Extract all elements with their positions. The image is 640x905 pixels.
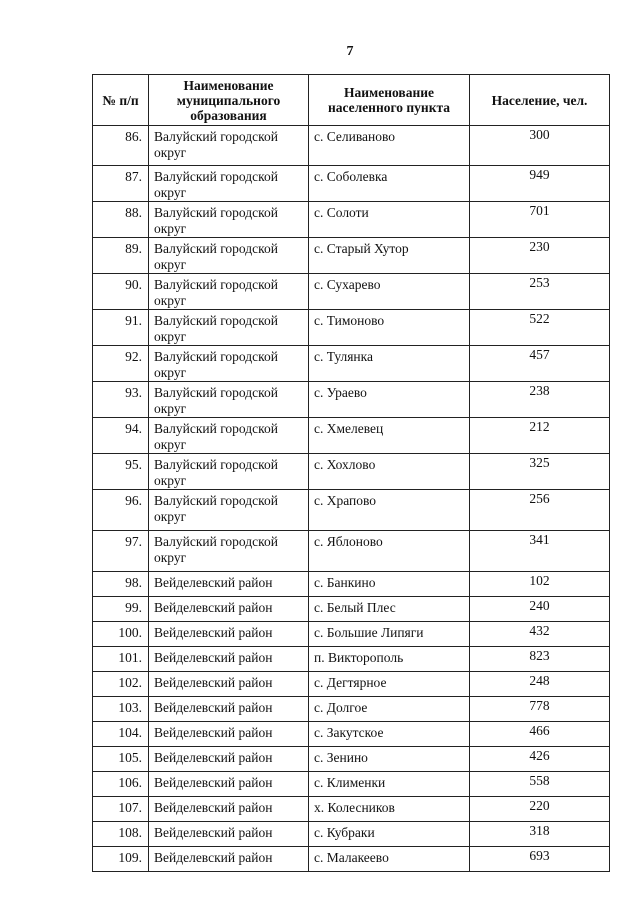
population-cell: 693 <box>470 847 610 872</box>
municipality-cell: Вейделевский район <box>149 672 309 697</box>
row-number-cell: 87. <box>93 166 149 202</box>
table-row <box>93 274 610 310</box>
municipality-cell: Валуйский городской округ <box>149 166 309 202</box>
population-cell: 426 <box>470 747 610 772</box>
header-municipality: Наименование муниципального образования <box>149 75 309 126</box>
municipality-cell: Валуйский городской округ <box>149 346 309 382</box>
row-number-cell: 109. <box>93 847 149 872</box>
municipality-cell: Вейделевский район <box>149 847 309 872</box>
locality-cell: с. Малакеево <box>309 847 470 872</box>
page-number: 7 <box>346 44 354 59</box>
population-cell: 240 <box>470 597 610 622</box>
table-row <box>93 202 610 238</box>
table-header-row <box>93 75 610 126</box>
row-number-cell: 89. <box>93 238 149 274</box>
locality-cell: с. Дегтярное <box>309 672 470 697</box>
municipality-cell: Вейделевский район <box>149 747 309 772</box>
municipality-cell: Вейделевский район <box>149 697 309 722</box>
locality-cell: с. Ураево <box>309 382 470 418</box>
locality-cell: с. Старый Хутор <box>309 238 470 274</box>
municipality-cell: Вейделевский район <box>149 622 309 647</box>
locality-cell: п. Викторополь <box>309 647 470 672</box>
locality-cell: с. Банкино <box>309 572 470 597</box>
locality-cell: с. Хмелевец <box>309 418 470 454</box>
population-cell: 522 <box>470 310 610 346</box>
row-number-cell: 93. <box>93 382 149 418</box>
population-cell: 220 <box>470 797 610 822</box>
settlements-table <box>92 74 610 872</box>
row-number-cell: 98. <box>93 572 149 597</box>
row-number-cell: 94. <box>93 418 149 454</box>
locality-cell: с. Тулянка <box>309 346 470 382</box>
header-number: № п/п <box>93 75 149 126</box>
row-number-cell: 96. <box>93 490 149 531</box>
locality-cell: с. Храпово <box>309 490 470 531</box>
table-row <box>93 166 610 202</box>
table-row <box>93 346 610 382</box>
row-number-cell: 91. <box>93 310 149 346</box>
locality-cell: с. Белый Плес <box>309 597 470 622</box>
population-cell: 701 <box>470 202 610 238</box>
locality-cell: с. Закутское <box>309 722 470 747</box>
population-cell: 230 <box>470 238 610 274</box>
municipality-cell: Вейделевский район <box>149 797 309 822</box>
locality-cell: с. Хохлово <box>309 454 470 490</box>
table-row <box>93 847 610 872</box>
table-row <box>93 697 610 722</box>
population-cell: 432 <box>470 622 610 647</box>
row-number-cell: 95. <box>93 454 149 490</box>
municipality-cell: Валуйский городской округ <box>149 238 309 274</box>
population-cell: 325 <box>470 454 610 490</box>
locality-cell: с. Яблоново <box>309 531 470 572</box>
table-row <box>93 622 610 647</box>
table-row <box>93 454 610 490</box>
row-number-cell: 102. <box>93 672 149 697</box>
population-cell: 341 <box>470 531 610 572</box>
table-row <box>93 382 610 418</box>
header-locality: Наименование населенного пункта <box>309 75 470 126</box>
locality-cell: с. Соболевка <box>309 166 470 202</box>
locality-cell: с. Солоти <box>309 202 470 238</box>
table-row <box>93 572 610 597</box>
row-number-cell: 108. <box>93 822 149 847</box>
row-number-cell: 97. <box>93 531 149 572</box>
municipality-cell: Вейделевский район <box>149 772 309 797</box>
municipality-cell: Валуйский городской округ <box>149 454 309 490</box>
locality-cell: с. Зенино <box>309 747 470 772</box>
row-number-cell: 99. <box>93 597 149 622</box>
table-row <box>93 747 610 772</box>
population-cell: 949 <box>470 166 610 202</box>
municipality-cell: Валуйский городской округ <box>149 310 309 346</box>
row-number-cell: 107. <box>93 797 149 822</box>
locality-cell: х. Колесников <box>309 797 470 822</box>
table-row <box>93 531 610 572</box>
population-cell: 238 <box>470 382 610 418</box>
population-cell: 318 <box>470 822 610 847</box>
locality-cell: с. Большие Липяги <box>309 622 470 647</box>
table-row <box>93 797 610 822</box>
population-cell: 558 <box>470 772 610 797</box>
locality-cell: с. Кубраки <box>309 822 470 847</box>
row-number-cell: 105. <box>93 747 149 772</box>
municipality-cell: Валуйский городской округ <box>149 490 309 531</box>
municipality-cell: Валуйский городской округ <box>149 126 309 166</box>
population-cell: 212 <box>470 418 610 454</box>
municipality-cell: Вейделевский район <box>149 647 309 672</box>
table-row <box>93 647 610 672</box>
population-cell: 466 <box>470 722 610 747</box>
population-cell: 256 <box>470 490 610 531</box>
row-number-cell: 86. <box>93 126 149 166</box>
municipality-cell: Вейделевский район <box>149 722 309 747</box>
row-number-cell: 90. <box>93 274 149 310</box>
municipality-cell: Вейделевский район <box>149 572 309 597</box>
row-number-cell: 104. <box>93 722 149 747</box>
population-cell: 248 <box>470 672 610 697</box>
municipality-cell: Валуйский городской округ <box>149 274 309 310</box>
header-population: Население, чел. <box>470 75 610 126</box>
population-cell: 457 <box>470 346 610 382</box>
table-row <box>93 126 610 166</box>
municipality-cell: Валуйский городской округ <box>149 531 309 572</box>
row-number-cell: 106. <box>93 772 149 797</box>
population-cell: 102 <box>470 572 610 597</box>
municipality-cell: Валуйский городской округ <box>149 202 309 238</box>
table-row <box>93 672 610 697</box>
table-row <box>93 597 610 622</box>
row-number-cell: 101. <box>93 647 149 672</box>
table-row <box>93 490 610 531</box>
row-number-cell: 92. <box>93 346 149 382</box>
row-number-cell: 88. <box>93 202 149 238</box>
row-number-cell: 100. <box>93 622 149 647</box>
locality-cell: с. Сухарево <box>309 274 470 310</box>
table-row <box>93 418 610 454</box>
locality-cell: с. Селиваново <box>309 126 470 166</box>
population-cell: 300 <box>470 126 610 166</box>
population-cell: 778 <box>470 697 610 722</box>
municipality-cell: Вейделевский район <box>149 822 309 847</box>
table-row <box>93 722 610 747</box>
population-cell: 823 <box>470 647 610 672</box>
locality-cell: с. Клименки <box>309 772 470 797</box>
row-number-cell: 103. <box>93 697 149 722</box>
table-row <box>93 772 610 797</box>
locality-cell: с. Долгое <box>309 697 470 722</box>
municipality-cell: Валуйский городской округ <box>149 418 309 454</box>
table-row <box>93 238 610 274</box>
municipality-cell: Валуйский городской округ <box>149 382 309 418</box>
table-row <box>93 310 610 346</box>
municipality-cell: Вейделевский район <box>149 597 309 622</box>
population-cell: 253 <box>470 274 610 310</box>
table-row <box>93 822 610 847</box>
locality-cell: с. Тимоново <box>309 310 470 346</box>
